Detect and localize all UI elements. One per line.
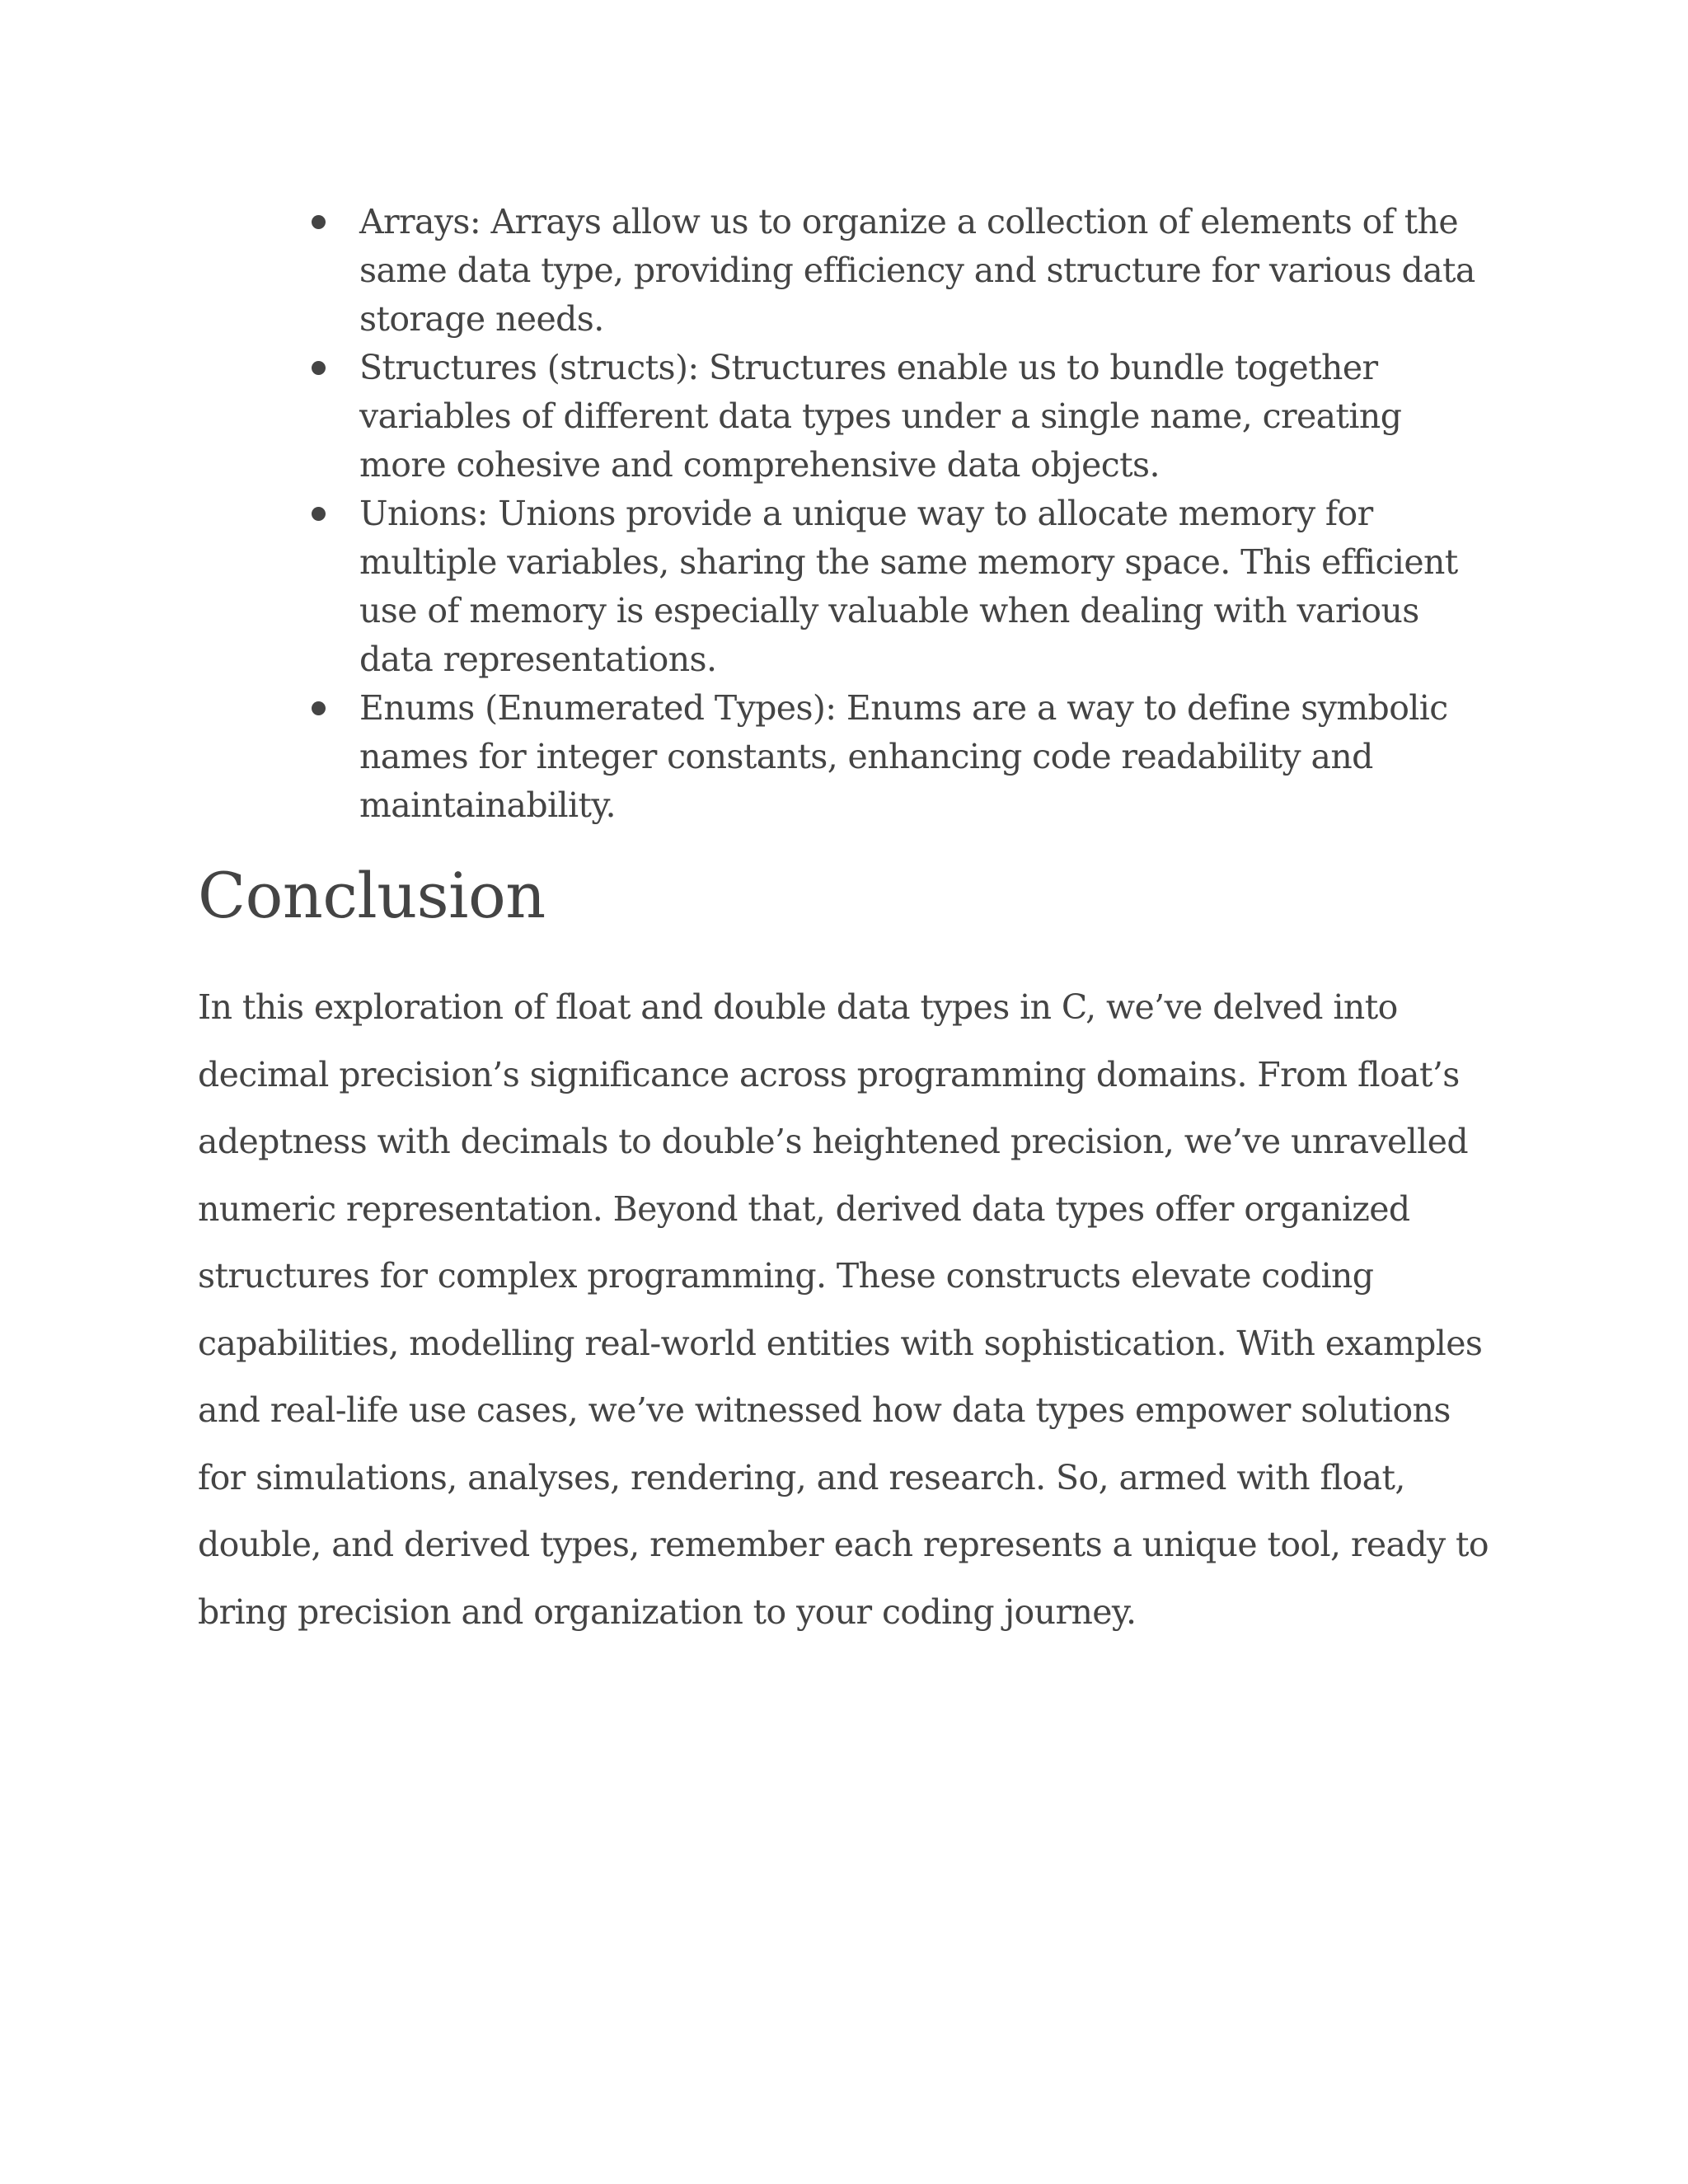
bullet-dot-icon bbox=[312, 361, 326, 375]
bullet-dot-icon bbox=[312, 215, 326, 229]
bullet-dot-icon bbox=[312, 701, 326, 715]
list-item-structures bbox=[305, 344, 1492, 490]
bullet-dot-icon bbox=[312, 507, 326, 521]
list-item-text: Structures (structs): Structures enable us to bundle together variables of different data types under a single name, creating more cohesive and comprehensive data objects. bbox=[359, 348, 1402, 485]
list-item-unions bbox=[305, 490, 1492, 684]
derived-types-list bbox=[305, 198, 1492, 830]
conclusion-paragraph: In this exploration of float and double data types in C, we’ve delved into decimal precision’s significance across programming domains. From float’s adeptness with decimals to double’s heightened precision, we’ve unravelled numeric representation. Beyond that, derived data types offer organized structures for complex programming. These constructs elevate coding capabilities, modelling real-world entities with sophistication. With examples and real-life use cases, we’ve witnessed how data types empower solutions for simulations, analyses, rendering, and research. So, armed with float, double, and derived types, remember each represents a unique tool, ready to bring precision and organization to your coding journey. bbox=[198, 987, 1489, 1632]
list-item-text: Arrays: Arrays allow us to organize a collection of elements of the same data type, providing efficiency and structure for various data storage needs. bbox=[359, 202, 1475, 339]
section-heading: Conclusion bbox=[198, 859, 546, 932]
list-item-text: Enums (Enumerated Types): Enums are a way to define symbolic names for integer constants, enhancing code readability and maintainability. bbox=[359, 688, 1448, 825]
list-item-arrays bbox=[305, 198, 1492, 344]
list-item-text: Unions: Unions provide a unique way to allocate memory for multiple variables, sharing the same memory space. This efficient use of memory is especially valuable when dealing with various data representations. bbox=[359, 494, 1458, 679]
list-item-enums bbox=[305, 684, 1492, 830]
